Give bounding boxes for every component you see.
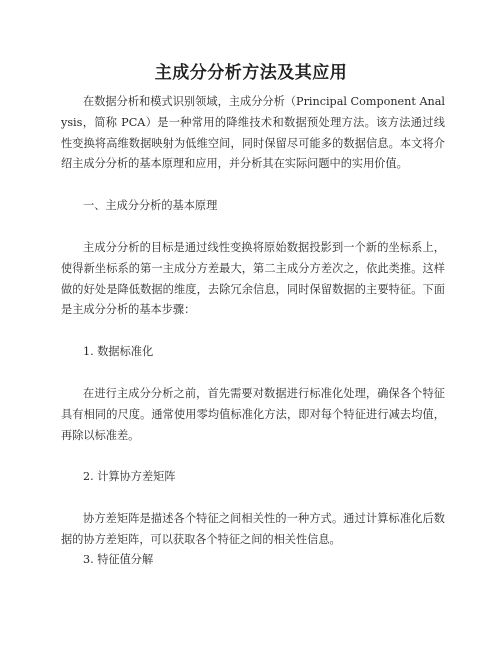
document-title: 主成分分析方法及其应用 bbox=[154, 63, 348, 83]
intro-paragraph: 在数据分析和模式识别领域，主成分分析（Principal Component Analysis，简称 PCA）是一种常用的降维技术和数据预处理方法。该方法通过线性变换将高维数据映射为低维空间，同时保留尽可能多的数据信息。本文将介绍主成分分析的基本原理和应用，并分析其在实际问题中的实用价值。 bbox=[61, 95, 445, 171]
step-heading-covariance: 2. 计算协方差矩阵 bbox=[83, 470, 176, 483]
section-heading-basic-principle: 一、主成分分析的基本原理 bbox=[83, 199, 218, 212]
step-heading-standardize: 1. 数据标准化 bbox=[83, 345, 154, 358]
principle-paragraph: 主成分分析的目标是通过线性变换将原始数据投影到一个新的坐标系上，使得新坐标系的第一主成分方差最大，第二主成分方差次之，依此类推。这样做的好处是降低数据的维度，去除冗余信息，同时保留数据的主要特征。下面是主成分分析的基本步骤： bbox=[61, 241, 445, 317]
covariance-paragraph: 协方差矩阵是描述各个特征之间相关性的一种方式。通过计算标准化后数据的协方差矩阵，可以获取各个特征之间的相关性信息。 bbox=[61, 512, 445, 546]
standardize-paragraph: 在进行主成分分析之前，首先需要对数据进行标准化处理，确保各个特征具有相同的尺度。通常使用零均值标准化方法，即对每个特征进行减去均值，再除以标准差。 bbox=[61, 387, 445, 442]
step-heading-eigen: 3. 特征值分解 bbox=[83, 553, 154, 566]
